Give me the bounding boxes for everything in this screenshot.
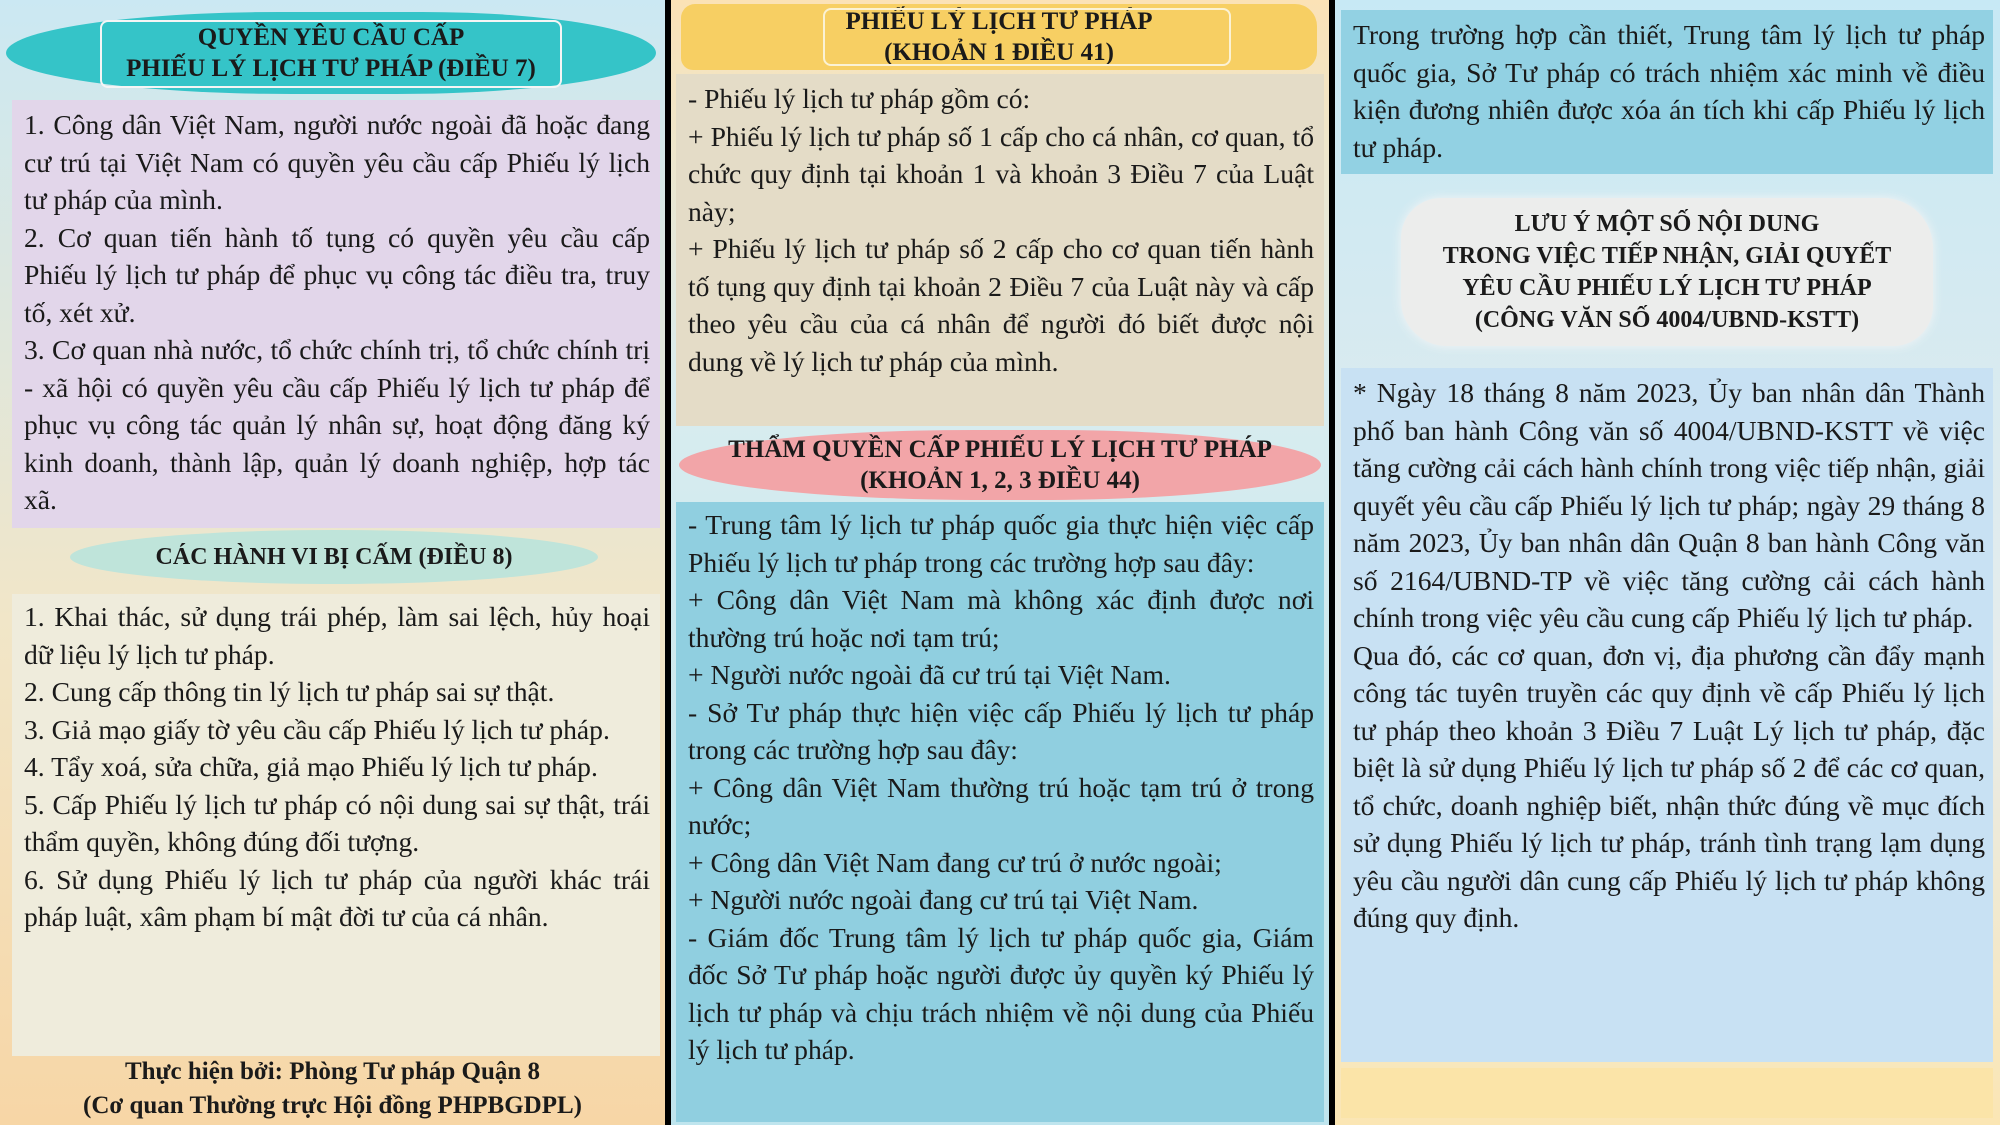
right-column [1335,0,2000,1125]
prohibited-header [70,530,598,584]
footer-line2: (Cơ quan Thường trực Hội đồng PHPBGDPL) [83,1092,582,1119]
rights-header-line2: PHIẾU LÝ LỊCH TƯ PHÁP (ĐIỀU 7) [126,55,536,82]
prohibited-item: 6. Sử dụng Phiếu lý lịch tư pháp của người khác trái pháp luật, xâm phạm bí mật đời tư của cá nhân. [24,863,650,932]
card-item: + Phiếu lý lịch tư pháp số 1 cấp cho cá nhân, cơ quan, tổ chức quy định tại khoản 1 và khoản 3 Điều 7 của Luật này; [688,120,1314,227]
prohibited-box [12,594,660,1056]
authority-header [679,430,1321,500]
prohibited-item: 1. Khai thác, sử dụng trái phép, làm sai lệch, hủy hoại dữ liệu lý lịch tư pháp. [24,601,650,670]
bottom-band [1341,1068,1993,1118]
card-header-frame [823,8,1231,66]
rights-header-line1: QUYỀN YÊU CẦU CẤP [197,24,465,51]
authority-header-line2: (KHOẢN 1, 2, 3 ĐIỀU 44) [860,467,1140,494]
prohibited-item: 5. Cấp Phiếu lý lịch tư pháp có nội dung sai sự thật, trái thẩm quyền, không đúng đối tượng. [24,788,650,857]
notes-header [1401,198,1933,346]
authority-item: - Trung tâm lý lịch tư pháp quốc gia thực hiện việc cấp Phiếu lý lịch tư pháp trong các trường hợp sau đây: [688,509,1314,578]
rights-item: 1. Công dân Việt Nam, người nước ngoài đã hoặc đang cư trú tại Việt Nam có quyền yêu cầu cấp Phiếu lý lịch tư pháp của mình. [24,109,650,215]
authority-item: - Sở Tư pháp thực hiện việc cấp Phiếu lý lịch tư pháp trong các trường hợp sau đây: [688,696,1314,765]
card-item: - Phiếu lý lịch tư pháp gồm có: [688,83,1031,114]
card-header-line2: (KHOẢN 1 ĐIỀU 41) [884,39,1114,66]
authority-item: + Người nước ngoài đang cư trú tại Việt Nam. [688,884,1199,915]
authority-item: + Công dân Việt Nam thường trú hoặc tạm trú ở trong nước; [688,771,1314,840]
card-header [681,4,1317,70]
authority-header-line1: THẨM QUYỀN CẤP PHIẾU LÝ LỊCH TƯ PHÁP [728,436,1272,463]
notes-item: * Ngày 18 tháng 8 năm 2023, Ủy ban nhân dân Thành phố ban hành Công văn số 4004/UBND-KSTT về việc tăng cường cải cách hành chính trong việc tiếp nhận, giải quyết yêu cầu cấp Phiếu lý lịch tư pháp; ngày 29 tháng 8 năm 2023, Ủy ban nhân dân Quận 8 ban hành Công văn số 2164/UBND-TP về việc tăng cường cải cách hành chính trong việc yêu cầu cung cấp Phiếu lý lịch tư pháp. [1353,377,1985,633]
authority-item: + Công dân Việt Nam mà không xác định được nơi thường trú hoặc nơi tạm trú; [688,584,1314,653]
middle-column [671,0,1329,1125]
rights-header-frame [100,20,562,88]
authority-box [676,502,1324,1122]
intro-box [1341,10,1993,174]
card-item: + Phiếu lý lịch tư pháp số 2 cấp cho cơ quan tiến hành tố tụng quy định tại khoản 2 Điều 7 của Luật này và cấp theo yêu cầu của cá nhân để người đó biết được nội dung về lý lịch tư pháp của mình. [688,233,1314,377]
card-header-line1: PHIẾU LÝ LỊCH TƯ PHÁP [845,8,1153,35]
prohibited-item: 3. Giả mạo giấy tờ yêu cầu cấp Phiếu lý lịch tư pháp. [24,713,610,745]
rights-box [12,100,660,528]
prohibited-header-text: CÁC HÀNH VI BỊ CẤM (ĐIỀU 8) [155,543,513,570]
rights-header [6,12,656,94]
notes-header-line3: YÊU CẦU PHIẾU LÝ LỊCH TƯ PHÁP [1462,275,1872,301]
intro-text: Trong trường hợp cần thiết, Trung tâm lý lịch tư pháp quốc gia, Sở Tư pháp có trách nhiệm xác minh về điều kiện đương nhiên được xóa án tích khi cấp Phiếu lý lịch tư pháp. [1353,19,1985,163]
authority-item: + Người nước ngoài đã cư trú tại Việt Nam. [688,659,1171,690]
rights-item: 2. Cơ quan tiến hành tố tụng có quyền yêu cầu cấp Phiếu lý lịch tư pháp để phục vụ công tác điều tra, truy tố, xét xử. [24,221,650,328]
notes-box [1341,368,1993,1062]
notes-header-line2: TRONG VIỆC TIẾP NHẬN, GIẢI QUYẾT [1442,243,1892,269]
prohibited-item: 4. Tẩy xoá, sửa chữa, giả mạo Phiếu lý lịch tư pháp. [24,751,598,782]
left-column [0,0,665,1125]
footer-credit [0,1054,665,1124]
notes-header-line4: (CÔNG VĂN SỐ 4004/UBND-KSTT) [1474,307,1860,333]
notes-header-line1: LƯU Ý MỘT SỐ NỘI DUNG [1514,211,1820,237]
card-types-box [676,74,1324,426]
prohibited-item: 2. Cung cấp thông tin lý lịch tư pháp sai sự thật. [24,676,555,707]
authority-item: - Giám đốc Trung tâm lý lịch tư pháp quốc gia, Giám đốc Sở Tư pháp hoặc người được ủy quyền ký Phiếu lý lịch tư pháp và chịu trách nhiệm về nội dung của Phiếu lý lịch tư pháp. [688,921,1314,1065]
notes-item: Qua đó, các cơ quan, đơn vị, địa phương cần đẩy mạnh công tác tuyên truyền các quy định về cấp Phiếu lý lịch tư pháp theo khoản 3 Điều 7 Luật Lý lịch tư pháp, đặc biệt là sử dụng Phiếu lý lịch tư pháp số 2 để các cơ quan, tổ chức, doanh nghiệp biết, nhận thức đúng về mục đích sử dụng Phiếu lý lịch tư pháp, tránh tình trạng lạm dụng yêu cầu người dân cung cấp Phiếu lý lịch tư pháp không đúng quy định. [1353,639,1985,933]
rights-item: 3. Cơ quan nhà nước, tổ chức chính trị, tổ chức chính trị - xã hội có quyền yêu cầu cấp Phiếu lý lịch tư pháp để phục vụ công tác quản lý nhân sự, hoạt động đăng ký kinh doanh, thành lập, quản lý doanh nghiệp, hợp tác xã. [24,334,650,515]
footer-line1: Thực hiện bởi: Phòng Tư pháp Quận 8 [124,1058,541,1085]
authority-item: + Công dân Việt Nam đang cư trú ở nước ngoài; [688,846,1222,878]
